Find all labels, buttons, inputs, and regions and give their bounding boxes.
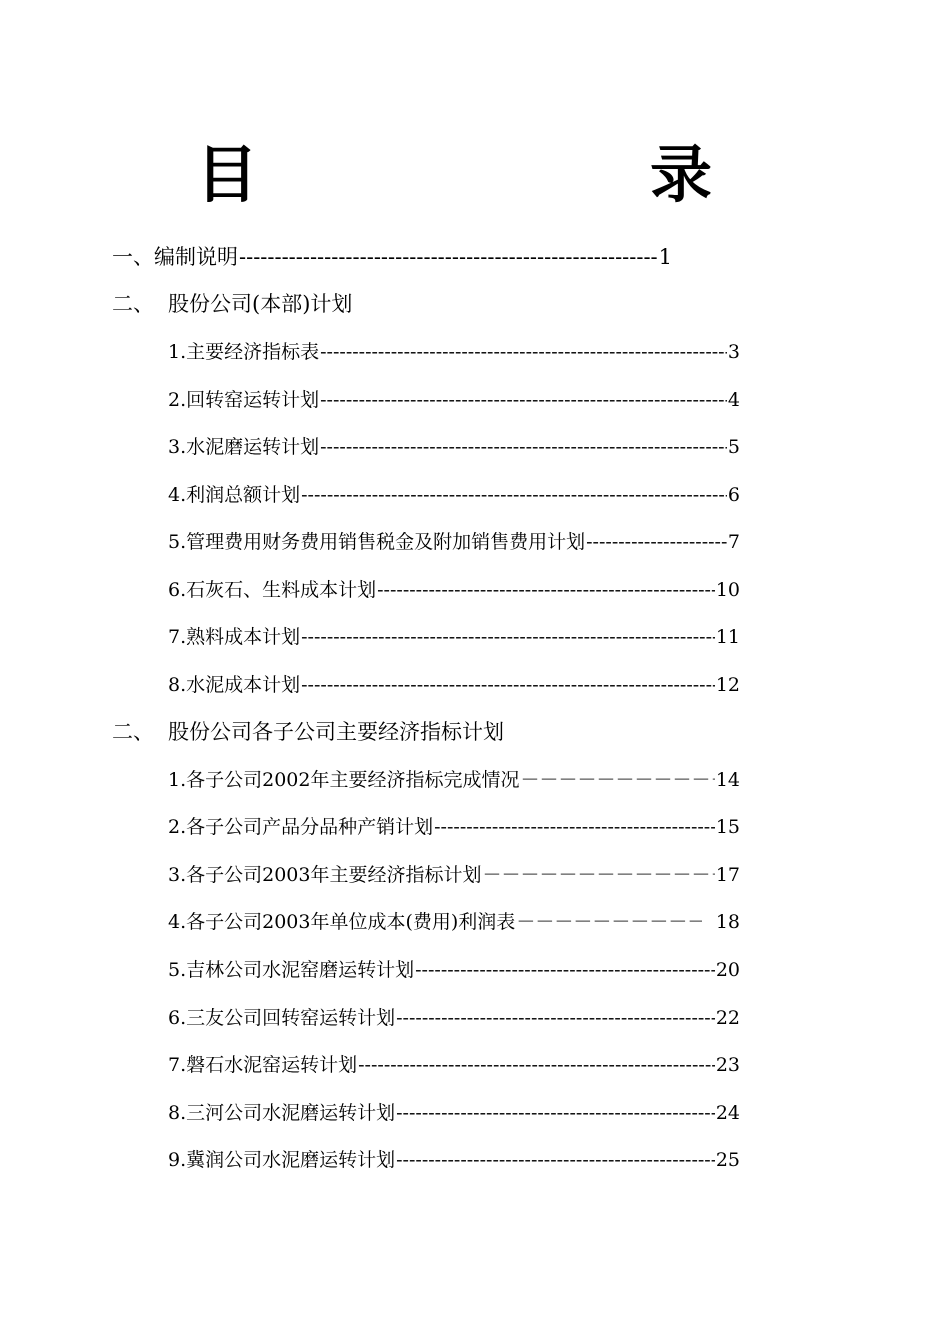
- toc-entry[interactable]: [168, 812, 740, 842]
- dot-leader: [516, 907, 702, 937]
- page-number: 20: [715, 959, 740, 981]
- page-number: 1: [658, 245, 672, 269]
- dot-leader: [320, 432, 727, 462]
- entry-title: 2.回转窑运转计划: [168, 389, 320, 411]
- toc-entry[interactable]: [168, 385, 740, 415]
- toc-section-3[interactable]: [112, 717, 672, 747]
- entry-title: 1.各子公司2002年主要经济指标完成情况: [168, 769, 520, 791]
- dot-leader: [377, 575, 715, 605]
- toc-section-2[interactable]: [112, 289, 672, 319]
- dot-leader: [301, 670, 715, 700]
- toc-section-1[interactable]: [112, 242, 672, 272]
- entry-title: 7.熟料成本计划: [168, 626, 301, 648]
- page-number: 10: [715, 579, 740, 601]
- dot-leader: [586, 527, 727, 557]
- toc-entry[interactable]: [168, 575, 740, 605]
- dot-leader: [396, 1003, 715, 1033]
- dot-leader: [358, 1050, 715, 1080]
- toc-entry[interactable]: [168, 1145, 740, 1175]
- toc-entry[interactable]: [168, 1050, 740, 1080]
- page-number: 25: [715, 1149, 740, 1171]
- dot-leader: [482, 860, 714, 890]
- toc-entry[interactable]: [168, 1003, 740, 1033]
- dot-leader: [320, 337, 727, 367]
- dot-leader: [434, 812, 715, 842]
- page-number: 15: [715, 816, 740, 838]
- toc-entry[interactable]: [168, 622, 740, 652]
- entry-title: 5.吉林公司水泥窑磨运转计划: [168, 959, 415, 981]
- dot-leader: [396, 1098, 715, 1128]
- title-char-1: 目: [196, 138, 259, 211]
- toc-entry[interactable]: [168, 860, 740, 890]
- entry-title: 7.磐石水泥窑运转计划: [168, 1054, 358, 1076]
- entry-title: 4.利润总额计划: [168, 484, 301, 506]
- page-title: [0, 140, 950, 210]
- dot-leader: [301, 480, 727, 510]
- entry-title: 8.水泥成本计划: [168, 674, 301, 696]
- section-number: 一、: [112, 245, 154, 269]
- page-number: 22: [715, 1007, 740, 1029]
- dot-leader: [396, 1145, 715, 1175]
- section-title: 股份公司各子公司主要经济指标计划: [168, 720, 504, 744]
- entry-title: 5.管理费用财务费用销售税金及附加销售费用计划: [168, 531, 586, 553]
- page-number: 17: [715, 864, 740, 886]
- toc-entry[interactable]: [168, 955, 740, 985]
- section-number: 二、: [112, 720, 154, 744]
- dot-leader: [415, 955, 715, 985]
- entry-title: 4.各子公司2003年单位成本(费用)利润表: [168, 911, 516, 933]
- toc-entry[interactable]: [168, 1098, 740, 1128]
- page-number: 5: [727, 436, 740, 458]
- entry-title: 6.石灰石、生料成本计划: [168, 579, 377, 601]
- entry-title: 3.水泥磨运转计划: [168, 436, 320, 458]
- toc-entry[interactable]: [168, 527, 740, 557]
- toc-entry[interactable]: [168, 907, 740, 937]
- page-number: 11: [715, 626, 740, 648]
- entry-title: 8.三河公司水泥磨运转计划: [168, 1102, 396, 1124]
- page-number: 4: [727, 389, 740, 411]
- entry-title: 2.各子公司产品分品种产销计划: [168, 816, 434, 838]
- entry-title: 3.各子公司2003年主要经济指标计划: [168, 864, 482, 886]
- entry-title: 6.三友公司回转窑运转计划: [168, 1007, 396, 1029]
- page-number: 7: [727, 531, 740, 553]
- title-char-2: 录: [650, 138, 713, 211]
- dot-leader: [320, 385, 727, 415]
- dot-leader: [520, 765, 714, 795]
- toc-entry[interactable]: [168, 432, 740, 462]
- dot-leader: [239, 242, 658, 272]
- page-number: 3: [727, 341, 740, 363]
- page-number: 23: [715, 1054, 740, 1076]
- page-number: 18: [715, 911, 740, 933]
- page-number: 14: [715, 769, 740, 791]
- entry-title: 9.冀润公司水泥磨运转计划: [168, 1149, 396, 1171]
- toc-entry[interactable]: [168, 765, 740, 795]
- dot-leader: [301, 622, 715, 652]
- section-number: 二、: [112, 292, 154, 316]
- toc-entry[interactable]: [168, 670, 740, 700]
- page-number: 6: [727, 484, 740, 506]
- page-number: 12: [715, 674, 740, 696]
- section-title: 股份公司(本部)计划: [168, 292, 353, 316]
- toc-entry[interactable]: [168, 337, 740, 367]
- section-title: 编制说明: [154, 245, 238, 269]
- page-number: 24: [715, 1102, 740, 1124]
- entry-title: 1.主要经济指标表: [168, 341, 320, 363]
- toc-entry[interactable]: [168, 480, 740, 510]
